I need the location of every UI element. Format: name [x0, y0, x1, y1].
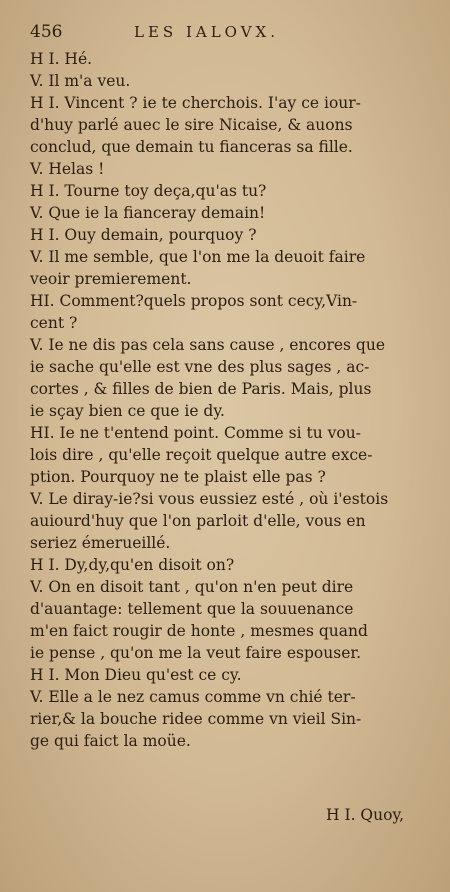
text-line: ption. Pourquoy ne te plaist elle pas ?: [30, 468, 326, 486]
text-line: cortes , & filles de bien de Paris. Mais, plus: [30, 380, 372, 398]
text-line: HI. Comment?quels propos sont cecy,Vin-: [30, 292, 358, 310]
text-line: V. Il m'a veu.: [30, 72, 131, 90]
text-line: H I. Tourne toy deça,qu'as tu?: [30, 182, 267, 200]
running-title: LES IALOVX.: [134, 23, 279, 41]
text-line: ie sache qu'elle est vne des plus sages , ac-: [30, 358, 370, 376]
text-line: ie pense , qu'on me la veut faire espouser.: [30, 644, 362, 662]
text-line: lois dire , qu'elle reçoit quelque autre exce-: [30, 446, 373, 464]
text-line: d'auantage: tellement que la souuenance: [30, 600, 354, 618]
text-line: HI. Ie ne t'entend point. Comme si tu vou-: [30, 424, 361, 442]
text-line: H I. Mon Dieu qu'est ce cy.: [30, 666, 242, 684]
text-line: V. Elle a le nez camus comme vn chié ter-: [30, 688, 356, 706]
page-header: [30, 22, 420, 46]
text-line: V. Helas !: [30, 160, 105, 178]
page-number: 456: [30, 22, 63, 42]
text-line: ge qui faict la moüe.: [30, 732, 191, 750]
text-line: V. Que ie la fianceray demain!: [30, 204, 266, 222]
text-line: conclud, que demain tu fianceras sa fille.: [30, 138, 353, 156]
text-line: V. Ie ne dis pas cela sans cause , encores que: [30, 336, 386, 354]
text-line: rier,& la bouche ridee comme vn vieil Sin-: [30, 710, 362, 728]
text-line: d'huy parlé auec le sire Nicaise, & auons: [30, 116, 353, 134]
text-line: V. Le diray-ie?si vous eussiez esté , où i'estois: [30, 490, 389, 508]
dialogue-text: [30, 48, 422, 752]
text-line: cent ?: [30, 314, 78, 332]
text-line: H I. Vincent ? ie te cherchois. I'ay ce iour-: [30, 94, 361, 112]
text-line: H I. Ouy demain, pourquoy ?: [30, 226, 257, 244]
catchword: H I. Quoy,: [326, 806, 405, 824]
text-line: auiourd'huy que l'on parloit d'elle, vous en: [30, 512, 366, 530]
text-line: seriez émerueillé.: [30, 534, 171, 552]
text-line: ie sçay bien ce que ie dy.: [30, 402, 225, 420]
text-line: V. Il me semble, que l'on me la deuoit faire: [30, 248, 366, 266]
text-line: m'en faict rougir de honte , mesmes quand: [30, 622, 368, 640]
text-line: V. On en disoit tant , qu'on n'en peut dire: [30, 578, 354, 596]
text-line: veoir premierement.: [30, 270, 192, 288]
text-line: H I. Hé.: [30, 50, 93, 68]
text-line: H I. Dy,dy,qu'en disoit on?: [30, 556, 235, 574]
